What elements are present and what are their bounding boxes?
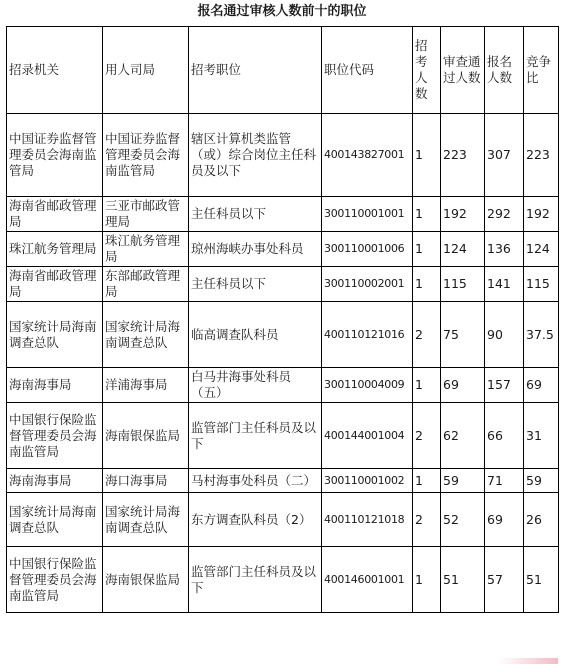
table-row xyxy=(7,114,559,197)
table-cell: 69 xyxy=(441,368,485,403)
table-cell: 300110002001 xyxy=(322,267,413,302)
table-cell: 海南银保监局 xyxy=(103,403,189,469)
header-cell: 招考人数 xyxy=(413,27,441,114)
table-cell: 1 xyxy=(413,114,441,197)
table-cell: 2 xyxy=(413,493,441,547)
table-row xyxy=(7,493,559,547)
table-cell: 珠江航务管理局 xyxy=(7,232,103,267)
table-cell: 57 xyxy=(485,547,524,613)
table-cell: 辖区计算机类监管（或）综合岗位主任科员及以下 xyxy=(189,114,322,197)
table-cell: 400144001004 xyxy=(322,403,413,469)
table-row xyxy=(7,547,559,613)
table-cell: 71 xyxy=(485,469,524,493)
table-cell: 主任科员以下 xyxy=(189,267,322,302)
table-cell: 监管部门主任科员及以下 xyxy=(189,547,322,613)
table-cell: 124 xyxy=(524,232,559,267)
table-cell: 1 xyxy=(413,197,441,232)
table-cell: 400110121016 xyxy=(322,302,413,368)
table-cell: 琼州海峡办事处科员 xyxy=(189,232,322,267)
table-cell: 300110001002 xyxy=(322,469,413,493)
table-cell: 136 xyxy=(485,232,524,267)
table-cell: 海南海事局 xyxy=(7,469,103,493)
table-cell: 2 xyxy=(413,403,441,469)
table-cell: 中国证券监督管理委员会海南监管局 xyxy=(7,114,103,197)
table-row xyxy=(7,232,559,267)
table-cell: 洋浦海事局 xyxy=(103,368,189,403)
positions-table xyxy=(6,26,559,613)
table-cell: 1 xyxy=(413,547,441,613)
header-cell: 用人司局 xyxy=(103,27,189,114)
header-cell: 招录机关 xyxy=(7,27,103,114)
header-cell: 审查通过人数 xyxy=(441,27,485,114)
table-cell: 400143827001 xyxy=(322,114,413,197)
table-cell: 1 xyxy=(413,469,441,493)
table-cell: 监管部门主任科员及以下 xyxy=(189,403,322,469)
table-cell: 国家统计局海南调查总队 xyxy=(103,493,189,547)
table-row xyxy=(7,469,559,493)
table-cell: 国家统计局海南调查总队 xyxy=(7,493,103,547)
table-row xyxy=(7,403,559,469)
table-cell: 海南省邮政管理局 xyxy=(7,197,103,232)
table-cell: 中国证券监督管理委员会海南监管局 xyxy=(103,114,189,197)
table-row xyxy=(7,368,559,403)
header-cell: 招考职位 xyxy=(189,27,322,114)
table-cell: 海南海事局 xyxy=(7,368,103,403)
table-cell: 307 xyxy=(485,114,524,197)
table-cell: 300110001006 xyxy=(322,232,413,267)
table-cell: 62 xyxy=(441,403,485,469)
table-cell: 三亚市邮政管理局 xyxy=(103,197,189,232)
table-cell: 国家统计局海南调查总队 xyxy=(103,302,189,368)
table-cell: 400146001001 xyxy=(322,547,413,613)
table-cell: 69 xyxy=(524,368,559,403)
table-cell: 66 xyxy=(485,403,524,469)
table-cell: 珠江航务管理局 xyxy=(103,232,189,267)
table-cell: 51 xyxy=(441,547,485,613)
header-cell: 职位代码 xyxy=(322,27,413,114)
table-cell: 292 xyxy=(485,197,524,232)
header-row xyxy=(7,27,559,114)
table-cell: 1 xyxy=(413,267,441,302)
table-cell: 75 xyxy=(441,302,485,368)
table-cell: 52 xyxy=(441,493,485,547)
table-cell: 白马井海事处科员（五） xyxy=(189,368,322,403)
table-row xyxy=(7,302,559,368)
table-cell: 海口海事局 xyxy=(103,469,189,493)
table-cell: 31 xyxy=(524,403,559,469)
watermark-smudge xyxy=(498,658,558,664)
table-cell: 400110121018 xyxy=(322,493,413,547)
table-cell: 157 xyxy=(485,368,524,403)
table-cell: 临高调查队科员 xyxy=(189,302,322,368)
table-cell: 59 xyxy=(441,469,485,493)
table-cell: 国家统计局海南调查总队 xyxy=(7,302,103,368)
table-cell: 115 xyxy=(441,267,485,302)
table-row xyxy=(7,267,559,302)
header-cell: 报名人数 xyxy=(485,27,524,114)
table-cell: 海南银保监局 xyxy=(103,547,189,613)
header-cell: 竞争比 xyxy=(524,27,559,114)
table-cell: 东方调查队科员（2） xyxy=(189,493,322,547)
table-cell: 223 xyxy=(441,114,485,197)
table-cell: 26 xyxy=(524,493,559,547)
table-cell: 1 xyxy=(413,368,441,403)
table-cell: 马村海事处科员（二） xyxy=(189,469,322,493)
table-cell: 141 xyxy=(485,267,524,302)
table-cell: 东部邮政管理局 xyxy=(103,267,189,302)
table-cell: 51 xyxy=(524,547,559,613)
table-cell: 124 xyxy=(441,232,485,267)
table-cell: 69 xyxy=(485,493,524,547)
table-cell: 1 xyxy=(413,232,441,267)
table-cell: 中国银行保险监督管理委员会海南监管局 xyxy=(7,547,103,613)
table-cell: 223 xyxy=(524,114,559,197)
table-cell: 300110004009 xyxy=(322,368,413,403)
table-cell: 海南省邮政管理局 xyxy=(7,267,103,302)
table-cell: 192 xyxy=(441,197,485,232)
table-cell: 192 xyxy=(524,197,559,232)
table-cell: 115 xyxy=(524,267,559,302)
table-cell: 中国银行保险监督管理委员会海南监管局 xyxy=(7,403,103,469)
page-title: 报名通过审核人数前十的职位 xyxy=(197,4,367,19)
table-cell: 主任科员以下 xyxy=(189,197,322,232)
table-row xyxy=(7,197,559,232)
table-cell: 37.5 xyxy=(524,302,559,368)
table-cell: 59 xyxy=(524,469,559,493)
table-cell: 90 xyxy=(485,302,524,368)
table-cell: 2 xyxy=(413,302,441,368)
table-cell: 300110001001 xyxy=(322,197,413,232)
